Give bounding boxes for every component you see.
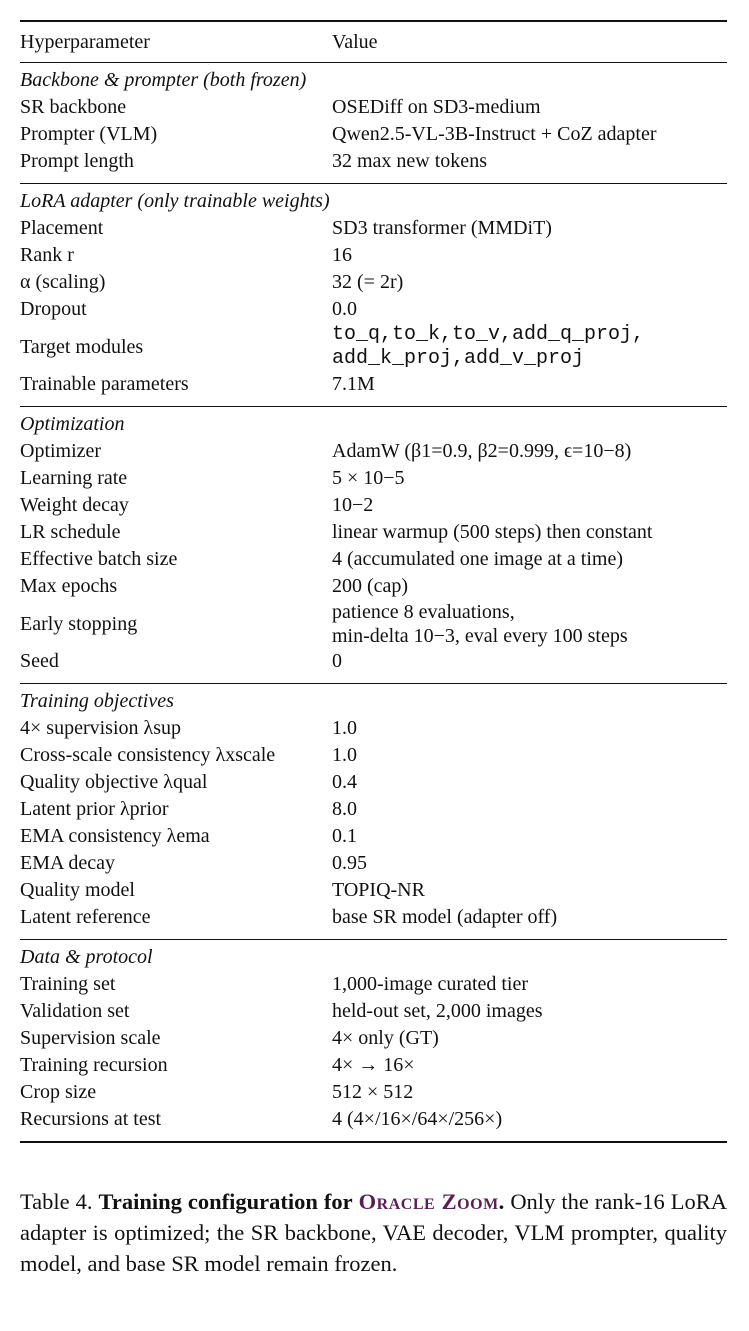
row-value: 7.1M	[332, 373, 375, 395]
header-hyperparameter: Hyperparameter	[20, 21, 332, 63]
row-value: 0.4	[332, 771, 357, 793]
row-value: 5 × 10−5	[332, 467, 405, 489]
row-key: Crop size	[20, 1081, 97, 1103]
row-value: held-out set, 2,000 images	[332, 1000, 543, 1022]
table-row	[20, 546, 727, 573]
target-modules-line-1: to_q,to_k,to_v,add_q_proj,	[332, 323, 645, 346]
row-key: Training set	[20, 973, 116, 995]
section-title: Backbone & prompter (both frozen)	[20, 63, 727, 95]
table-caption: Table 4. Training configuration for Oracle Zoom. Only the rank-16 LoRA adapter is optimized; the SR backbone, VAE decoder, VLM prompter, quality model, and base SR model remain frozen.	[20, 1189, 728, 1276]
table-row	[20, 1079, 727, 1106]
section-title: Training objectives	[20, 684, 727, 716]
row-value: 16	[332, 244, 352, 266]
row-key: Latent reference	[20, 906, 151, 928]
table-row	[20, 242, 727, 269]
row-key: EMA decay	[20, 852, 115, 874]
row-value: 1.0	[332, 717, 357, 739]
section-title: Data & protocol	[20, 940, 727, 972]
caption-label: Table 4.	[20, 1189, 93, 1214]
row-value: base SR model (adapter off)	[332, 906, 558, 928]
row-value: 512 × 512	[332, 1081, 414, 1103]
table-row	[20, 296, 727, 323]
section-header-optimization	[20, 407, 727, 439]
row-value: 0	[332, 650, 342, 672]
early-stopping-line-1: patience 8 evaluations,	[332, 601, 515, 623]
table-row	[20, 823, 727, 850]
row-value: 10−2	[332, 494, 374, 516]
row-key: Prompt length	[20, 150, 134, 172]
table-row	[20, 648, 727, 684]
section-header-data	[20, 940, 727, 972]
caption-text: Only the rank-16 LoRA adapter is optimized; the SR backbone, VAE decoder, VLM prompter, quality model, and base SR model remain frozen.	[20, 1189, 728, 1276]
row-value: 0.95	[332, 852, 367, 874]
row-key: Cross-scale consistency λxscale	[20, 744, 276, 766]
caption-bold-lead: Training configuration for	[98, 1189, 353, 1214]
row-key: Prompter (VLM)	[20, 123, 158, 145]
section-title: Optimization	[20, 407, 727, 439]
table-row	[20, 269, 727, 296]
row-key: 4× supervision λsup	[20, 717, 181, 739]
row-key: Placement	[20, 217, 104, 239]
row-key: Validation set	[20, 1000, 130, 1022]
row-value: SD3 transformer (MMDiT)	[332, 217, 552, 239]
row-value: 1.0	[332, 744, 357, 766]
row-value: 4× only (GT)	[332, 1027, 439, 1049]
table-row	[20, 94, 727, 121]
table-row	[20, 742, 727, 769]
section-header-lora	[20, 184, 727, 216]
row-value: 4 (accumulated one image at a time)	[332, 548, 623, 570]
row-key: Supervision scale	[20, 1027, 161, 1049]
row-value: TOPIQ-NR	[332, 879, 425, 901]
section-header-backbone	[20, 63, 727, 95]
table-header-row	[20, 21, 727, 63]
table-row	[20, 1025, 727, 1052]
row-value: 8.0	[332, 798, 357, 820]
table-row	[20, 121, 727, 148]
table-row	[20, 323, 727, 371]
row-key: Early stopping	[20, 612, 138, 635]
table-row	[20, 971, 727, 998]
row-value: OSEDiff on SD3-medium	[332, 96, 541, 118]
table-row	[20, 796, 727, 823]
row-key: Optimizer	[20, 440, 102, 462]
table-row	[20, 465, 727, 492]
table-row	[20, 215, 727, 242]
row-value: 4 (4×/16×/64×/256×)	[332, 1106, 727, 1142]
row-value: 4× → 16×	[332, 1054, 415, 1076]
table-row	[20, 438, 727, 465]
early-stopping-line-2: min-delta 10−3, eval every 100 steps	[332, 625, 628, 647]
row-value: AdamW (β1=0.9, β2=0.999, ϵ=10−8)	[332, 440, 632, 462]
row-key: Seed	[20, 650, 59, 672]
row-value-multiline	[332, 323, 727, 371]
section-title: LoRA adapter (only trainable weights)	[20, 184, 727, 216]
row-key: SR backbone	[20, 96, 127, 118]
row-key: Quality model	[20, 879, 135, 901]
config-table	[20, 20, 727, 1143]
row-key: Effective batch size	[20, 548, 178, 570]
row-key: Learning rate	[20, 467, 128, 489]
row-key: Max epochs	[20, 575, 118, 597]
table-row	[20, 519, 727, 546]
table-row	[20, 1106, 727, 1142]
row-key: α (scaling)	[20, 271, 106, 293]
table-row	[20, 371, 727, 407]
row-key: Training recursion	[20, 1054, 168, 1076]
row-key: Dropout	[20, 298, 87, 320]
row-value: 0.1	[332, 825, 357, 847]
row-key: Quality objective λqual	[20, 771, 208, 793]
table-row	[20, 998, 727, 1025]
row-value: 32 max new tokens	[332, 150, 487, 172]
table-row	[20, 877, 727, 904]
row-value: 1,000-image curated tier	[332, 973, 529, 995]
row-key: Trainable parameters	[20, 373, 189, 395]
row-value: 200 (cap)	[332, 575, 409, 597]
target-modules-line-2: add_k_proj,add_v_proj	[332, 347, 585, 370]
row-key: Latent prior λprior	[20, 798, 169, 820]
table-row	[20, 715, 727, 742]
table-row	[20, 850, 727, 877]
header-value: Value	[332, 21, 727, 63]
row-value: Qwen2.5-VL-3B-Instruct + CoZ adapter	[332, 123, 657, 145]
table-row	[20, 492, 727, 519]
table-row	[20, 573, 727, 600]
row-key: Target modules	[20, 335, 144, 358]
row-key: EMA consistency λema	[20, 825, 210, 847]
method-name: Oracle Zoom	[358, 1189, 499, 1214]
table-row	[20, 904, 727, 940]
table-row	[20, 769, 727, 796]
table-row	[20, 1052, 727, 1079]
table-row	[20, 148, 727, 184]
row-key: Rank r	[20, 244, 74, 266]
row-value: linear warmup (500 steps) then constant	[332, 521, 653, 543]
section-header-objectives	[20, 684, 727, 716]
row-key: LR schedule	[20, 521, 121, 543]
row-value-multiline	[332, 600, 727, 648]
table-row	[20, 600, 727, 648]
row-value: 32 (= 2r)	[332, 271, 404, 293]
row-value: 0.0	[332, 298, 357, 320]
row-key: Recursions at test	[20, 1106, 332, 1142]
row-key: Weight decay	[20, 494, 129, 516]
